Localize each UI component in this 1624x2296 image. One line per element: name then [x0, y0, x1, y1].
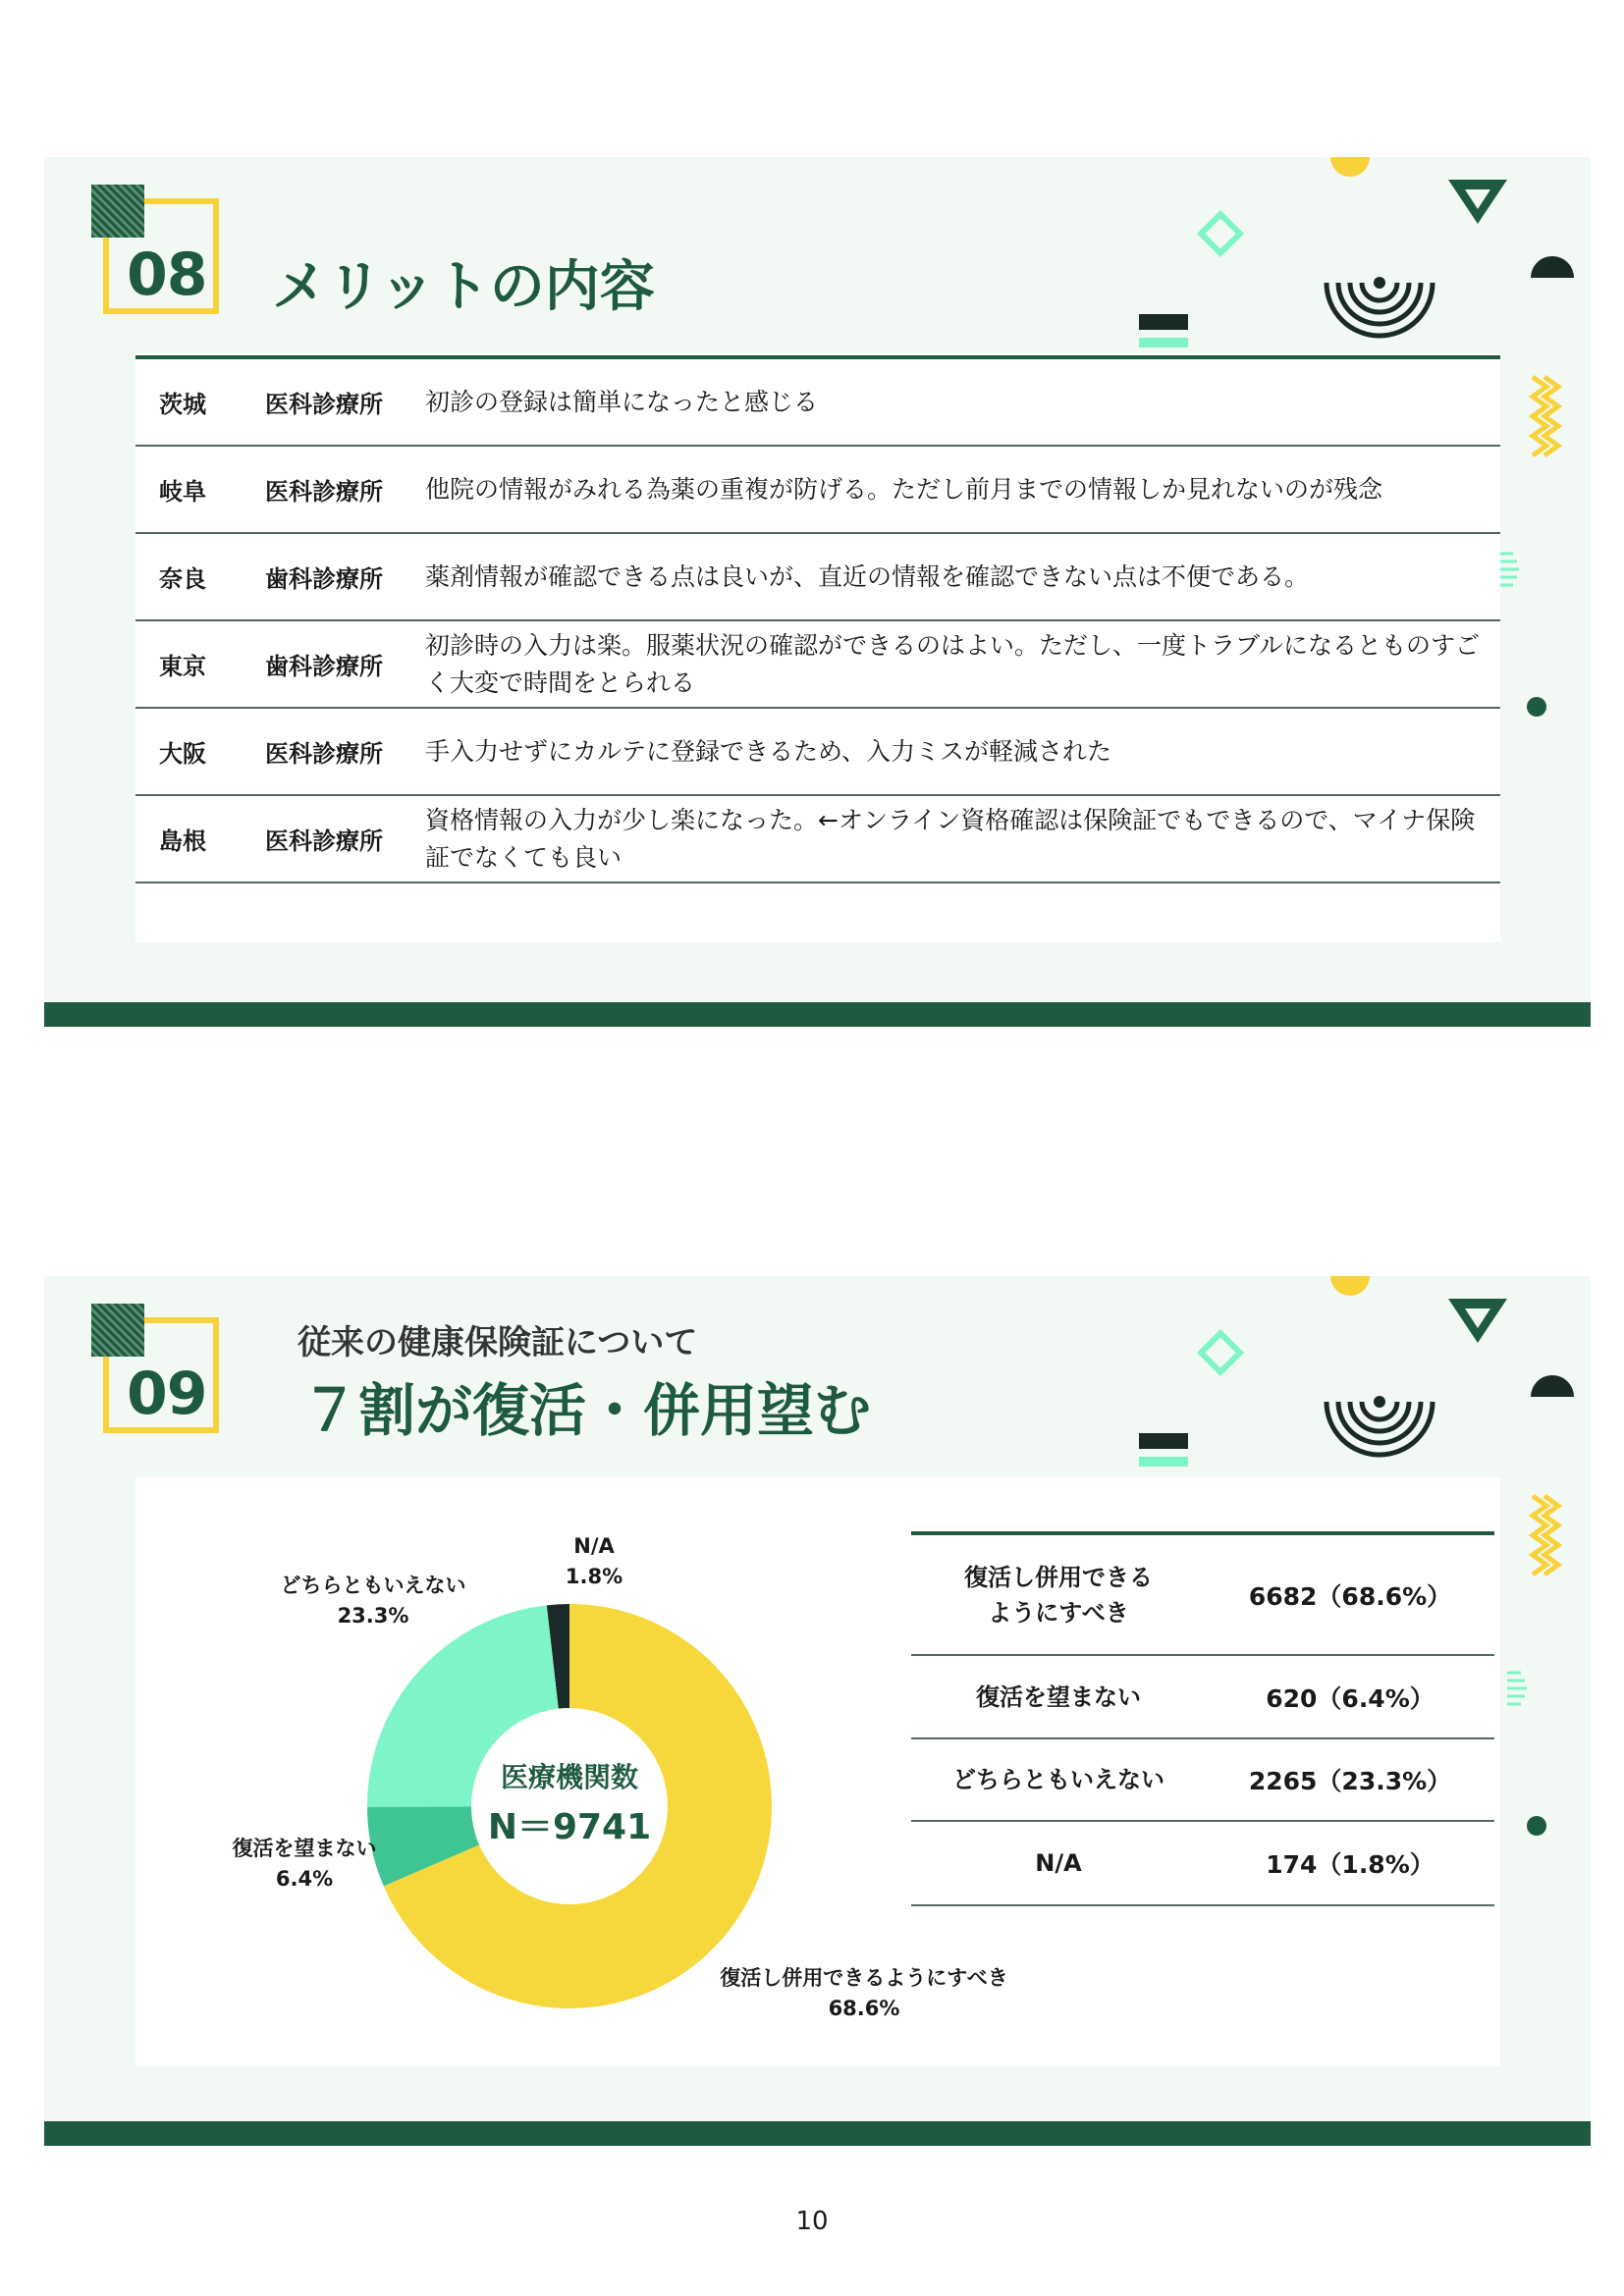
- table-row: [911, 1535, 1494, 1656]
- pie-label-name: 復活し併用できるようにすべき: [720, 1966, 1008, 1990]
- page-number: 10: [795, 2207, 829, 2236]
- facility-type-cell: 医科診療所: [265, 391, 383, 418]
- table-row: [911, 1739, 1494, 1822]
- section-number: 09: [127, 1360, 207, 1428]
- pie-label-pct: 23.3%: [337, 1604, 409, 1628]
- section-number: 08: [127, 240, 207, 309]
- result-table: [911, 1531, 1494, 1906]
- pie-label-neutral: [250, 1571, 496, 1631]
- hatched-square-decoration: [91, 1304, 144, 1357]
- zigzag-decoration: [1527, 371, 1566, 469]
- table-row: [135, 359, 1500, 447]
- triangle-decoration: [1443, 175, 1512, 230]
- dark-half-circle-decoration: [1527, 250, 1578, 280]
- pie-label-na: [535, 1531, 653, 1592]
- donut-center-label: 医療機関数: [500, 1761, 638, 1793]
- pie-label-pct: 6.4%: [275, 1867, 334, 1891]
- comment-cell: 初診の登録は簡単になったと感じる: [425, 387, 819, 416]
- facility-type-cell: 歯科診療所: [265, 653, 383, 680]
- pie-label-no-revival: [211, 1834, 398, 1895]
- striped-semicircle-decoration: [1499, 548, 1523, 597]
- stripes-decoration: [1134, 314, 1193, 353]
- answer-label-cell: 復活し併用できるようにすべき: [964, 1563, 1153, 1627]
- pie-label-name: どちらともいえない: [280, 1574, 466, 1597]
- slide-title: メリットの内容: [272, 255, 655, 319]
- table-row: [135, 447, 1500, 534]
- prefecture-cell: 岐阜: [159, 478, 206, 506]
- pie-label-pct: 68.6%: [828, 1997, 900, 2020]
- facility-type-cell: 医科診療所: [265, 478, 383, 506]
- table-row: [911, 1822, 1494, 1906]
- table-row: [135, 534, 1500, 621]
- zigzag-decoration: [1527, 1490, 1566, 1588]
- answer-value-cell: 620（6.4%）: [1266, 1683, 1435, 1713]
- comment-cell: 手入力せずにカルテに登録できるため、入力ミスが軽減された: [425, 736, 1112, 766]
- answer-value-cell: 2265（23.3%）: [1248, 1767, 1452, 1795]
- pie-label-pct: 1.8%: [565, 1565, 623, 1588]
- table-row: [135, 796, 1500, 883]
- slide-subtitle: 従来の健康保険証について: [298, 1323, 698, 1362]
- answer-label-cell: 復活を望まない: [976, 1682, 1141, 1711]
- comment-cell: 初診時の入力は楽。服薬状況の確認ができるのはよい。ただし、一度トラブルになるとものすごく大変で時間をとられる: [425, 630, 1481, 697]
- slide-09: [44, 1276, 1591, 2146]
- answer-label-cell: N/A: [1035, 1849, 1082, 1877]
- table-row: [135, 709, 1500, 796]
- comment-cell: 薬剤情報が確認できる点は良いが、直近の情報を確認できない点は不便である。: [425, 561, 1310, 591]
- answer-label-cell: どちらともいえない: [952, 1766, 1164, 1793]
- slide-title: ７割が復活・併用望む: [301, 1377, 872, 1444]
- prefecture-cell: 島根: [159, 828, 206, 855]
- pie-label-revive-combine: [702, 1963, 1026, 2024]
- dot-decoration: [1522, 1811, 1551, 1841]
- prefecture-cell: 奈良: [159, 565, 206, 593]
- pie-label-name: 復活を望まない: [232, 1837, 377, 1860]
- table-row: [135, 621, 1500, 709]
- yellow-half-circle-decoration: [1321, 157, 1380, 185]
- merit-table: [135, 355, 1500, 883]
- donut-center-value: N＝9741: [487, 1807, 652, 1847]
- prefecture-cell: 東京: [159, 653, 206, 680]
- stripes-decoration: [1134, 1433, 1193, 1472]
- striped-semicircle-decoration: [1507, 1667, 1531, 1716]
- slide-footer-bar: [44, 1002, 1591, 1027]
- prefecture-cell: 大阪: [159, 740, 206, 768]
- answer-value-cell: 6682（68.6%）: [1248, 1581, 1452, 1611]
- facility-type-cell: 医科診療所: [265, 740, 383, 768]
- concentric-arcs-decoration: [1321, 275, 1438, 355]
- comment-cell: 資格情報の入力が少し楽になった。←オンライン資格確認は保険証でもできるので、マイナ保険証でなくても良い: [425, 805, 1476, 872]
- dark-half-circle-decoration: [1527, 1369, 1578, 1399]
- prefecture-cell: 茨城: [159, 391, 206, 418]
- facility-type-cell: 医科診療所: [265, 828, 383, 855]
- slide-08: [44, 157, 1591, 1027]
- triangle-decoration: [1443, 1294, 1512, 1349]
- diamond-decoration: [1193, 206, 1248, 261]
- answer-value-cell: 174（1.8%）: [1266, 1850, 1435, 1879]
- diamond-decoration: [1193, 1325, 1248, 1380]
- yellow-half-circle-decoration: [1321, 1276, 1380, 1304]
- slide-footer-bar: [44, 2121, 1591, 2146]
- pie-label-name: N/A: [573, 1534, 615, 1558]
- dot-decoration: [1522, 692, 1551, 721]
- concentric-arcs-decoration: [1321, 1394, 1438, 1474]
- hatched-square-decoration: [91, 185, 144, 238]
- table-row: [911, 1656, 1494, 1739]
- facility-type-cell: 歯科診療所: [265, 565, 383, 593]
- comment-cell: 他院の情報がみれる為薬の重複が防げる。ただし前月までの情報しか見れないのが残念: [425, 474, 1383, 504]
